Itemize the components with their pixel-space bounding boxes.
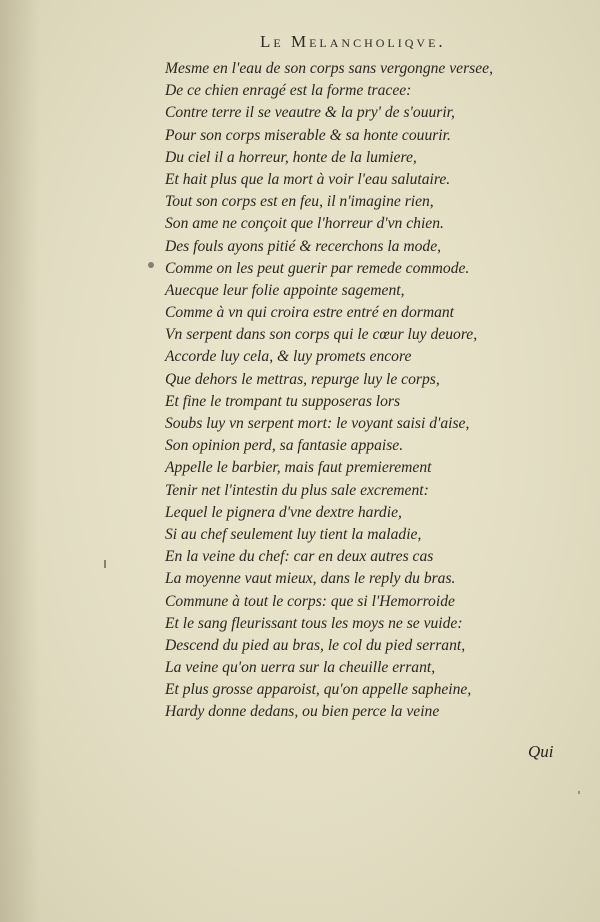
margin-ink-mark	[148, 262, 154, 268]
verse-line: Et hait plus que la mort à voir l'eau salutaire.	[165, 170, 451, 188]
verse-line: De ce chien enragé est la forme tracee:	[165, 82, 412, 100]
verse-line: Comme à vn qui croira estre entré en dormant	[165, 304, 455, 322]
running-head: Le Melancholiqve.	[260, 32, 446, 51]
verse-line: Contre terre il se veautre & la pry' de s'ouurir,	[165, 104, 455, 122]
verse-line: Comme on les peut guerir par remede commode.	[165, 259, 470, 277]
verse-line: Son opinion perd, sa fantasie appaise.	[165, 437, 404, 455]
verse-line: Accorde luy cela, & luy promets encore	[165, 348, 412, 366]
verse-line: Auecque leur folie appointe sagement,	[165, 281, 405, 299]
verse-line: La moyenne vaut mieux, dans le reply du bras.	[165, 570, 456, 588]
gutter-shadow	[0, 0, 40, 922]
verse-line: Si au chef seulement luy tient la maladie,	[165, 525, 422, 543]
catchword: Qui	[528, 742, 554, 761]
verse-line: Du ciel il a horreur, honte de la lumiere,	[165, 148, 417, 166]
margin-ink-tick	[104, 560, 106, 568]
verse-line: Hardy donne dedans, ou bien perce la veine	[165, 703, 440, 721]
verse-line: Soubs luy vn serpent mort: le voyant saisi d'aise,	[165, 415, 470, 432]
verse-line: En la veine du chef: car en deux autres cas	[165, 548, 434, 566]
verse-line: Mesme en l'eau de son corps sans vergongne versee,	[165, 60, 493, 77]
verse-line: Son ame ne conçoit que l'horreur d'vn chien.	[165, 215, 444, 233]
verse-line: Et plus grosse apparoist, qu'on appelle sapheine,	[165, 681, 472, 699]
verse-line: Commune à tout le corps: que si l'Hemorroide	[165, 592, 455, 610]
verse-line: Vn serpent dans son corps qui le cœur luy deuore,	[165, 326, 478, 344]
verse-block	[165, 58, 525, 724]
ink-spot	[578, 791, 580, 794]
verse-line: Et le sang fleurissant tous les moys ne se vuide:	[165, 614, 463, 632]
verse-line: Appelle le barbier, mais faut premierement	[165, 459, 432, 477]
verse-line: Tout son corps est en feu, il n'imagine rien,	[165, 193, 434, 211]
verse-line: Descend du pied au bras, le col du pied serrant,	[165, 636, 466, 654]
verse-line: Tenir net l'intestin du plus sale excrement:	[165, 481, 429, 499]
verse-line: Des fouls ayons pitié & recerchons la mode,	[165, 237, 442, 255]
verse-line: La veine qu'on uerra sur la cheuille errant,	[165, 659, 436, 677]
verse-line: Pour son corps miserable & sa honte couurir.	[165, 126, 451, 144]
verse-line: Lequel le pignera d'vne dextre hardie,	[165, 503, 402, 521]
verse-line: Que dehors le mettras, repurge luy le corps,	[165, 370, 440, 388]
verse-line: Et fine le trompant tu supposeras lors	[165, 392, 401, 410]
